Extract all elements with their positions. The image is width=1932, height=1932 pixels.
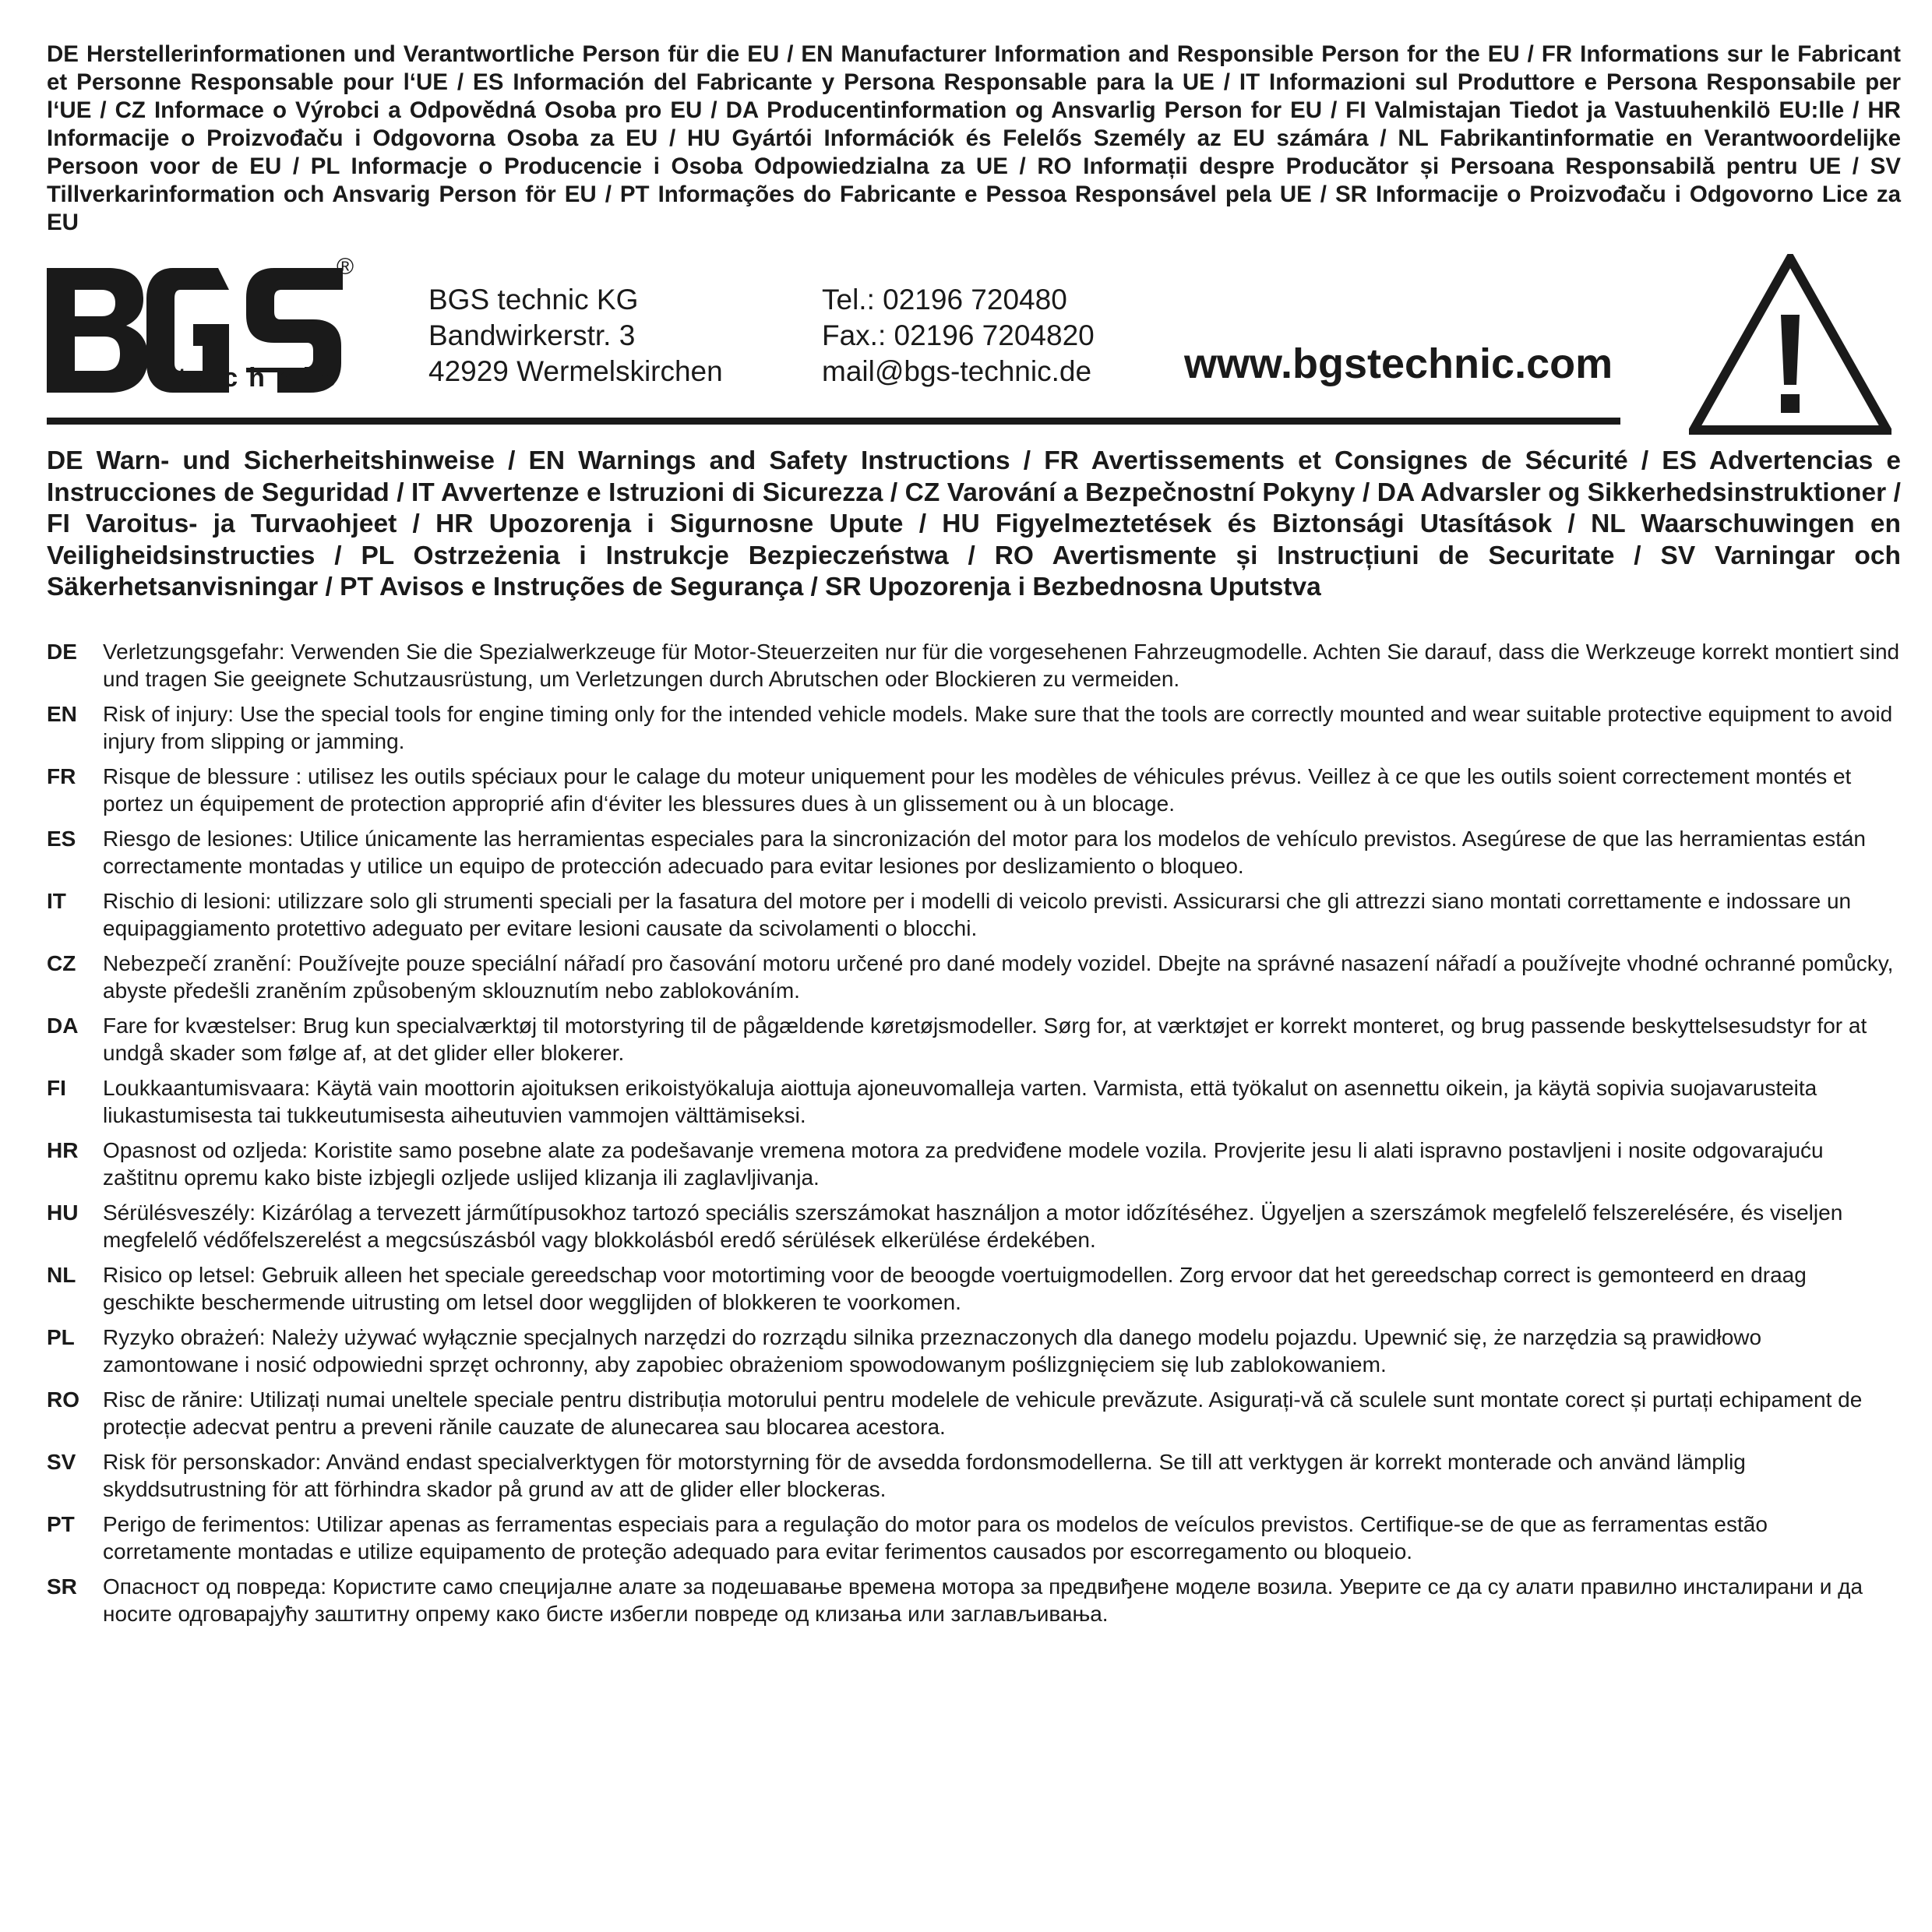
list-item — [47, 1074, 1901, 1129]
safety-text: Sérülésveszély: Kizárólag a tervezett járműtípusokhoz tartozó speciális szerszámokat használjon a motor időzítéséhez. Ügyeljen a szerszámok megfelelő felszerelésére, és viseljen megfelelő védőfelszerelést a megcsúszásból vagy blokkolásból eredő sérülések elkerülése érdekében. — [103, 1200, 1843, 1252]
contact-tel: Tel.: 02196 720480 — [822, 284, 1067, 316]
safety-text: Riesgo de lesiones: Utilice únicamente las herramientas especiales para la sincronización del motor para los modelos de vehículo previstos. Asegúrese de que las herramientas están correctamente montadas y utilice un equipo de protección adecuado para evitar lesiones por deslizamiento o bloqueo. — [103, 826, 1866, 878]
safety-text: Risk för personskador: Använd endast specialverktygen för motorstyrning för de avsedda fordonsmodellerna. Se till att verktygen är korrekt monterade och använd lämplig skyddsutrustning för att förhindra skador på grund av att de glider eller blockeras. — [103, 1449, 1746, 1501]
safety-text: Risico op letsel: Gebruik alleen het speciale gereedschap voor motortiming voor de beoogde voertuigmodellen. Zorg ervoor dat het gereedschap correct is gemonteerd en draag geschikte beschermende uitrusting om letsel door wegglijden of blokkeren te voorkomen. — [103, 1262, 1807, 1314]
language-code: PL — [47, 1324, 75, 1349]
company-address — [428, 282, 723, 390]
language-code: HR — [47, 1137, 79, 1162]
safety-text: Risque de blessure : utilisez les outils spéciaux pour le calage du moteur uniquement pour les modèles de véhicules prévus. Veillez à ce que les outils soient correctement montés et portez un équipement de protection approprié afin d‘éviter les blessures dues à un glissement ou à un blocage. — [103, 763, 1852, 816]
document-page — [47, 41, 1901, 1635]
language-code: HU — [47, 1200, 79, 1225]
company-city: 42929 Wermelskirchen — [428, 355, 723, 387]
list-item — [47, 1012, 1901, 1066]
list-item — [47, 638, 1901, 693]
bgs-technic-logo — [47, 254, 358, 394]
safety-heading: DE Warn- und Sicherheitshinweise / EN Warnings and Safety Instructions / FR Avertissements et Consignes de Sécurité / ES Advertencias e Instrucciones de Seguridad / IT Avvertenze e Istruzioni di Sicurezza / CZ Varování a Bezpečnostní Pokyny / DA Advarsler og Sikkerhedsinstruktioner / FI Varoitus- ja Turvaohjeet / HR Upozorenja i Sigurnosne Upute / HU Figyelmeztetések és Biztonsági Utasítások / NL Waarschuwingen en Veiligheidsinstructies / PL Ostrzeżenia i Instrukcje Bezpieczeństwa / RO Avertismente și Instrucțiuni de Securitate / SV Varningar och Säkerhetsanvisningar / PT Avisos e Instruções de Segurança / SR Upozorenja i Bezbednosna Uputstva — [47, 446, 1901, 601]
list-item — [47, 1448, 1901, 1503]
language-code: SV — [47, 1449, 76, 1474]
company-street: Bandwirkerstr. 3 — [428, 319, 636, 351]
list-item — [47, 700, 1901, 755]
list-item — [47, 1573, 1901, 1627]
language-code: CZ — [47, 950, 76, 975]
language-code: RO — [47, 1387, 79, 1412]
safety-text: Opasnost od ozljeda: Koristite samo posebne alate za podešavanje vremena motora za predviđene modele vozila. Provjerite jesu li alati ispravno postavljeni i nosite odgovarajuću zaštitnu opremu kako biste izbjegli ozljede uslijed klizanja ili zaglavljivanja. — [103, 1137, 1824, 1190]
language-code: FR — [47, 763, 76, 788]
language-code: DE — [47, 639, 77, 664]
language-code: ES — [47, 826, 76, 851]
logo-subtitle: technic — [178, 363, 347, 393]
safety-text: Risk of injury: Use the special tools for engine timing only for the intended vehicle models. Make sure that the tools are correctly mounted and wear suitable protective equipment to avoid injury from slipping or jamming. — [103, 701, 1893, 753]
list-item — [47, 1386, 1901, 1440]
warning-triangle-icon — [1689, 254, 1891, 435]
brand-row — [47, 254, 1901, 424]
manufacturer-info-heading: DE Herstellerinformationen und Verantwortliche Person für die EU / EN Manufacturer Information and Responsible Person for the EU / FR Informations sur le Fabricant et Personne Responsable pour l‘UE / ES Información del Fabricante y Persona Responsable para la UE / IT Informazioni sul Produttore e Persona Responsabile per l‘UE / CZ Informace o Výrobci a Odpovědná Osoba pro EU / DA Producentinformation og Ansvarlig Person for EU / FI Valmistajan Tiedot ja Vastuuhenkilö EU:lle / HR Informacije o Proizvođaču i Odgovorna Osoba za EU / HU Gyártói Információk és Felelős Személy az EU számára / NL Fabrikantinformatie en Verantwoordelijke Persoon voor de EU / PL Informacje o Producencie i Osoba Odpowiedzialna za UE / RO Informații despre Producător și Persoana Responsabilă pentru UE / SV Tillverkarinformation och Ansvarig Person för EU / PT Informações do Fabricante e Pessoa Responsável pela UE / SR Informacije o Proizvođaču i Odgovorno Lice za EU — [47, 41, 1901, 235]
language-code: NL — [47, 1262, 76, 1287]
language-code: SR — [47, 1574, 77, 1599]
language-code: EN — [47, 701, 77, 726]
list-item — [47, 1324, 1901, 1378]
language-code: PT — [47, 1511, 75, 1536]
safety-text: Perigo de ferimentos: Utilizar apenas as ferramentas especiais para a regulação do motor para os modelos de veículos previstos. Certifique-se de que as ferramentas estão corretamente montadas e utilize equipamento de proteção adequado para evitar ferimentos causados por escorregamento ou bloqueio. — [103, 1511, 1768, 1564]
safety-text: Loukkaantumisvaara: Käytä vain moottorin ajoituksen erikoistyökaluja aiottuja ajoneuvomalleja varten. Varmista, että työkalut on asennettu oikein, ja käytä sopivia suojavarusteita liukastumisesta tai tukkeutumisesta aiheutuvien vammojen välttämiseksi. — [103, 1075, 1817, 1127]
list-item — [47, 950, 1901, 1004]
safety-text: Опасност од повреда: Користите само специјалне алате за подешавање времена мотора за предвиђене моделе возила. Уверите се да су алати правилно инсталирани и да носите одговарајућу заштитну опрему како бисте избегли повреде од клизања или заглављивања. — [103, 1574, 1863, 1626]
horizontal-divider — [47, 418, 1620, 425]
safety-text: Rischio di lesioni: utilizzare solo gli strumenti speciali per la fasatura del motore per i modelli di veicolo previsti. Assicurarsi che gli attrezzi siano montati correttamente e indossare un equipaggiamento protettivo adeguato per evitare lesioni causate da scivolamenti o blocchi. — [103, 888, 1852, 940]
safety-entries-list — [47, 638, 1901, 1627]
list-item — [47, 1137, 1901, 1191]
safety-text: Risc de rănire: Utilizați numai uneltele speciale pentru distribuția motorului pentru modelele de vehicule prevăzute. Asigurați-vă că sculele sunt montate corect și purtați echipament de protecție adecvat pentru a preveni rănile cauzate de alunecarea sau blocarea acestora. — [103, 1387, 1863, 1439]
contact-mail[interactable]: mail@bgs-technic.de — [822, 355, 1092, 387]
company-name: BGS technic KG — [428, 284, 639, 316]
list-item — [47, 1261, 1901, 1316]
logo-registered-mark: ® — [337, 254, 354, 280]
language-code: IT — [47, 888, 66, 913]
contact-fax: Fax.: 02196 7204820 — [822, 319, 1095, 351]
safety-text: Verletzungsgefahr: Verwenden Sie die Spezialwerkzeuge für Motor-Steuerzeiten nur für die vorgesehenen Fahrzeugmodelle. Achten Sie darauf, dass die Werkzeuge korrekt montiert sind und tragen Sie geeignete Schutzausrüstung, um Verletzungen durch Abrutschen oder Blockieren zu vermeiden. — [103, 639, 1900, 691]
safety-text: Ryzyko obrażeń: Należy używać wyłącznie specjalnych narzędzi do rozrządu silnika przeznaczonych dla danego modelu pojazdu. Upewnić się, że narzędzia są prawidłowo zamontowane i nosić odpowiedni sprzęt ochronny, aby zapobiec obrażeniom spowodowanym poślizgnięciem się lub zablokowaniem. — [103, 1324, 1762, 1377]
list-item — [47, 825, 1901, 880]
company-contact — [822, 282, 1095, 390]
language-code: FI — [47, 1075, 66, 1100]
website-link[interactable]: www.bgstechnic.com — [1184, 340, 1613, 387]
list-item — [47, 1199, 1901, 1253]
list-item — [47, 887, 1901, 942]
safety-text: Nebezpečí zranění: Používejte pouze speciální nářadí pro časování motoru určené pro dané modely vozidel. Dbejte na správné nasazení nářadí a používejte vhodné ochranné pomůcky, abyste předešli zraněním způsobeným sklouznutím nebo zablokováním. — [103, 950, 1894, 1003]
language-code: DA — [47, 1013, 79, 1038]
safety-text: Fare for kvæstelser: Brug kun specialværktøj til motorstyring til de pågældende køretøjsmodeller. Sørg for, at værktøjet er korrekt monteret, og brug passende beskyttelsesudstyr for at undgå skader som følge af, at det glider eller blokerer. — [103, 1013, 1867, 1065]
list-item — [47, 763, 1901, 817]
list-item — [47, 1511, 1901, 1565]
